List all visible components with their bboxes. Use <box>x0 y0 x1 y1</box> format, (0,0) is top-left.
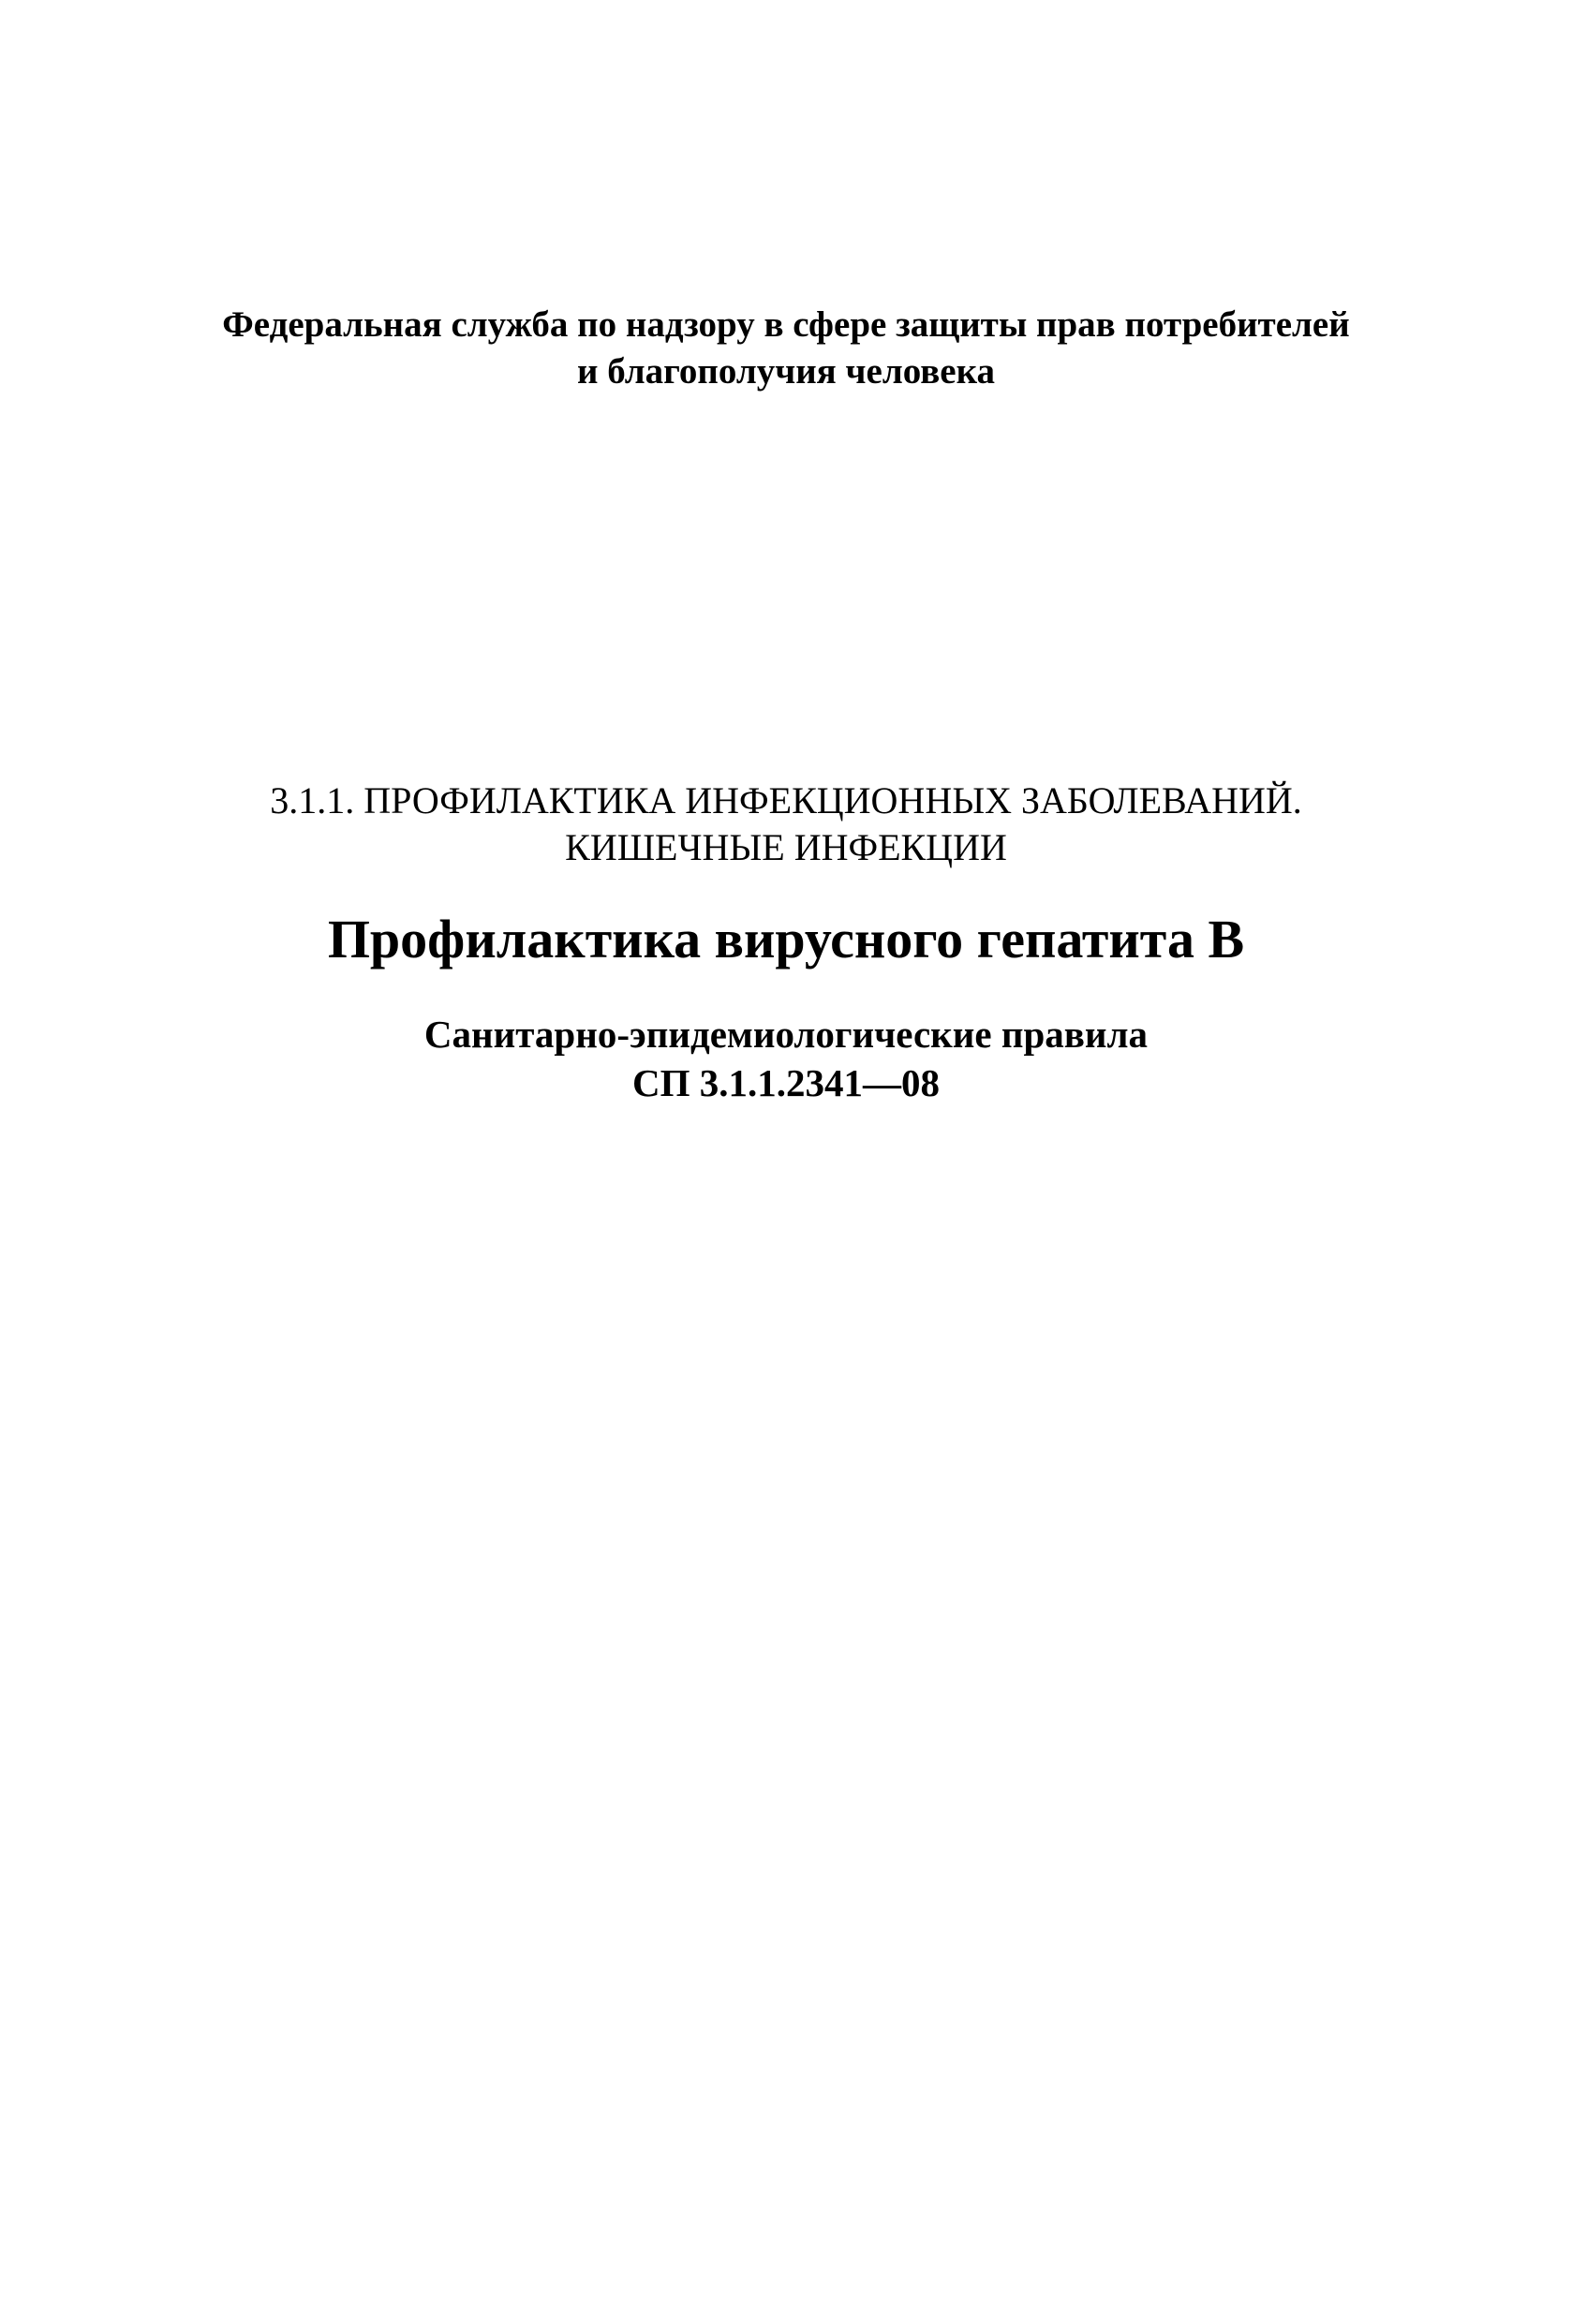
document-subtitle-line-1: Санитарно-эпидемиологические правила <box>423 1013 1149 1056</box>
section-heading-line-1: 3.1.1. ПРОФИЛАКТИКА ИНФЕКЦИОННЫХ ЗАБОЛЕВАНИЙ. <box>270 779 1302 822</box>
section-heading <box>0 777 1572 871</box>
agency-heading-line-1: Федеральная служба по надзору в сфере защиты прав потребителей <box>222 304 1350 345</box>
agency-heading-line-2: и благополучия человека <box>577 351 995 392</box>
document-title <box>0 907 1572 972</box>
document-subtitle <box>0 1010 1572 1107</box>
agency-heading <box>0 302 1572 395</box>
document-code: СП 3.1.1.2341—08 <box>632 1061 940 1104</box>
section-heading-line-2: КИШЕЧНЫЕ ИНФЕКЦИИ <box>565 826 1007 868</box>
document-title-text: Профилактика вирусного гепатита В <box>327 909 1245 970</box>
